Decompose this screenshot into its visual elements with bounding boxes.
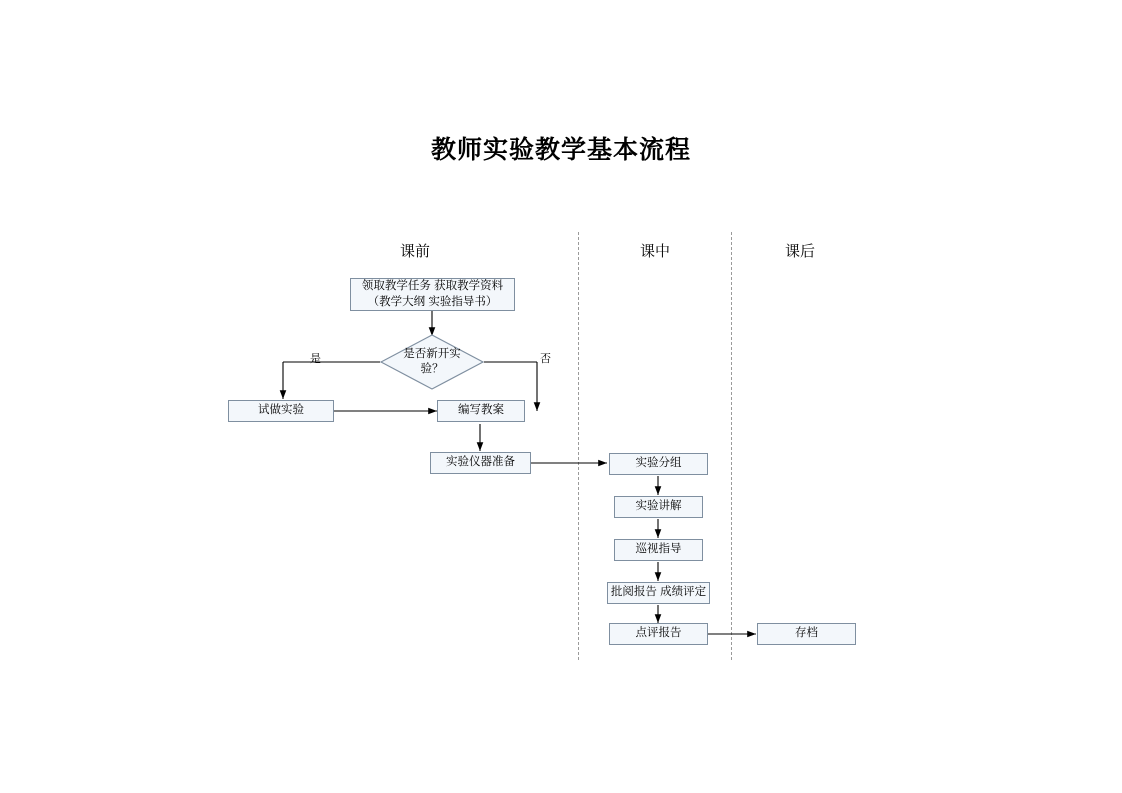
node-review-report-grading[interactable] [607,582,710,604]
phase-label-kehou: 课后 [784,243,815,260]
node-is-new-experiment-line2: 验？ [420,363,444,375]
node-archive[interactable] [757,623,856,645]
node-experiment-explanation-label: 实验讲解 [635,500,682,513]
node-inspection-guidance[interactable] [614,539,703,561]
phase-label-kezhong: 课中 [639,243,670,260]
edge-label-no: 否 [540,353,551,365]
node-receive-task-line2: （教学大纲 实验指导书） [367,295,498,308]
node-comment-report[interactable] [609,623,708,645]
node-experiment-grouping[interactable] [609,453,708,475]
node-experiment-grouping-label: 实验分组 [635,457,682,470]
divider-kezhong-kehou [731,232,732,660]
node-inspection-guidance-label: 巡视指导 [635,543,682,556]
node-trial-experiment[interactable] [228,400,334,422]
node-comment-report-label: 点评报告 [635,627,682,640]
node-prepare-instruments[interactable] [430,452,531,474]
node-write-lesson-plan[interactable] [437,400,525,422]
node-trial-experiment-label: 试做实验 [258,404,304,417]
divider-keqian-kezhong [578,232,579,660]
phase-label-keqian: 课前 [399,243,430,260]
node-is-new-experiment[interactable] [380,334,484,390]
node-is-new-experiment-line1: 是否新开实 [403,348,461,361]
node-review-report-grading-label: 批阅报告 成绩评定 [610,586,707,599]
node-experiment-explanation[interactable] [614,496,703,518]
page-title: 教师实验教学基本流程 [430,137,691,164]
node-receive-task-line1: 领取教学任务 获取教学资料 [361,279,504,292]
node-archive-label: 存档 [795,627,818,640]
node-receive-task[interactable] [350,278,515,311]
node-is-new-experiment-text [380,334,484,390]
node-write-lesson-plan-label: 编写教案 [458,404,504,417]
node-prepare-instruments-label: 实验仪器准备 [446,456,515,469]
edge-label-yes: 是 [310,353,321,365]
